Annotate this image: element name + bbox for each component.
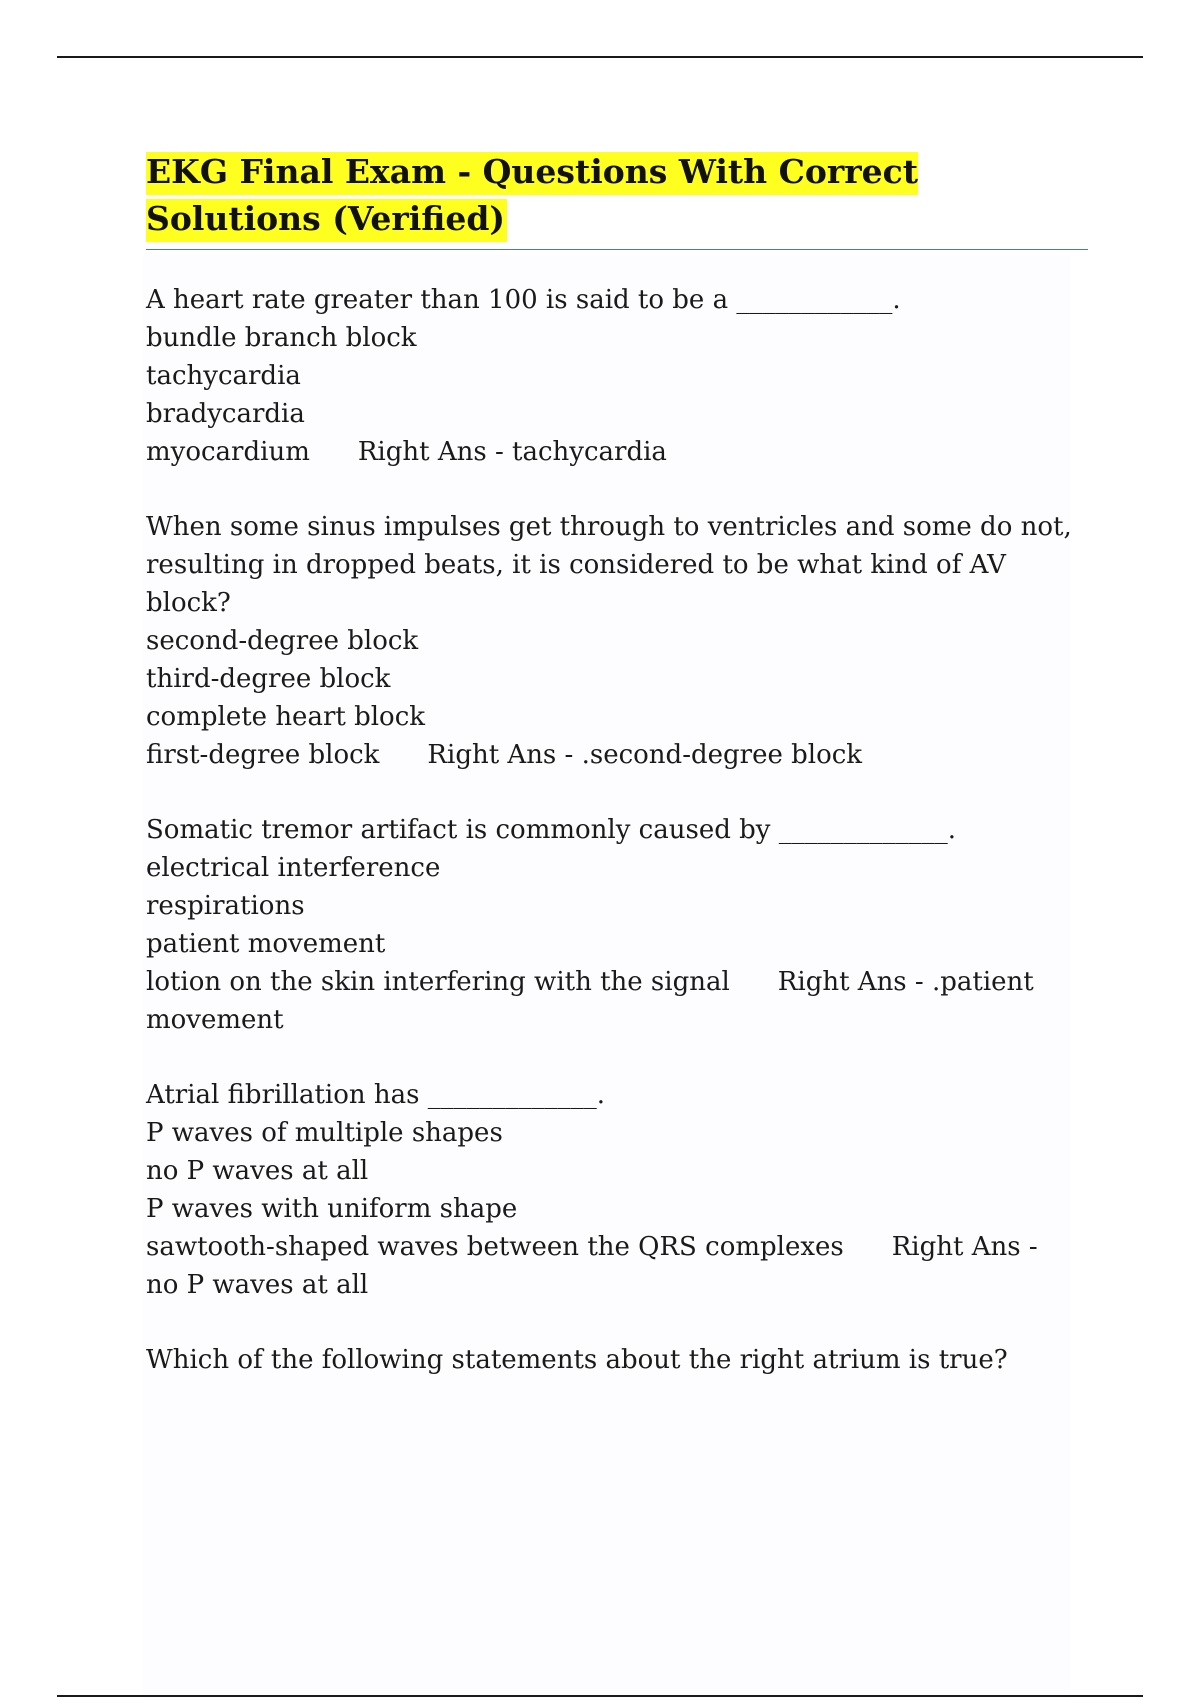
- answer-option-with-answer: [146, 736, 1076, 774]
- question-text: A heart rate greater than 100 is said to be a ____________.: [146, 285, 901, 315]
- answer-option: second-degree block: [146, 626, 419, 656]
- answer-option-with-answer: [146, 963, 1076, 1039]
- answer-option: no P waves at all: [146, 1156, 369, 1186]
- answer-option: patient movement: [146, 929, 386, 959]
- question-text: Which of the following statements about the right atrium is true?: [146, 1345, 1008, 1375]
- answer-option: third-degree block: [146, 664, 391, 694]
- correct-answer: Right Ans - no P waves at all: [146, 1232, 1046, 1300]
- qa-item: [146, 508, 1080, 774]
- answer-option: respirations: [146, 891, 305, 921]
- page-bottom-rule: [57, 1695, 1143, 1697]
- correct-answer: Right Ans - tachycardia: [357, 437, 667, 467]
- answer-option: bundle branch block: [146, 323, 417, 353]
- qa-item: [146, 1341, 1076, 1379]
- title-underline: [146, 249, 1088, 250]
- question-text: When some sinus impulses get through to ventricles and some do not, resulting in dropped beats, it is considered to be what kind of AV block?: [146, 512, 1080, 618]
- correct-answer: Right Ans - .patient movement: [146, 967, 1042, 1035]
- answer-option: myocardium: [146, 437, 310, 467]
- qa-item: [146, 1076, 1076, 1304]
- qa-item: [146, 281, 1076, 471]
- question-text: Somatic tremor artifact is commonly caused by _____________.: [146, 815, 956, 845]
- correct-answer: Right Ans - .second-degree block: [427, 740, 863, 770]
- answer-option: bradycardia: [146, 399, 305, 429]
- answer-option: complete heart block: [146, 702, 426, 732]
- qa-list: [146, 281, 1080, 1416]
- answer-option-with-answer: [146, 433, 1076, 471]
- qa-item: [146, 811, 1076, 1039]
- document-title: [146, 148, 1086, 242]
- answer-option: tachycardia: [146, 361, 301, 391]
- answer-option: first-degree block: [146, 740, 380, 770]
- answer-option: sawtooth-shaped waves between the QRS complexes: [146, 1232, 844, 1262]
- answer-option-with-answer: [146, 1228, 1076, 1304]
- answer-option: P waves with uniform shape: [146, 1194, 518, 1224]
- answer-option: lotion on the skin interfering with the signal: [146, 967, 730, 997]
- answer-option: P waves of multiple shapes: [146, 1118, 503, 1148]
- title-highlight: EKG Final Exam - Questions With Correct Solutions (Verified): [146, 152, 918, 242]
- question-text: Atrial fibrillation has _____________.: [146, 1080, 605, 1110]
- answer-option: electrical interference: [146, 853, 441, 883]
- page-top-rule: [57, 56, 1143, 58]
